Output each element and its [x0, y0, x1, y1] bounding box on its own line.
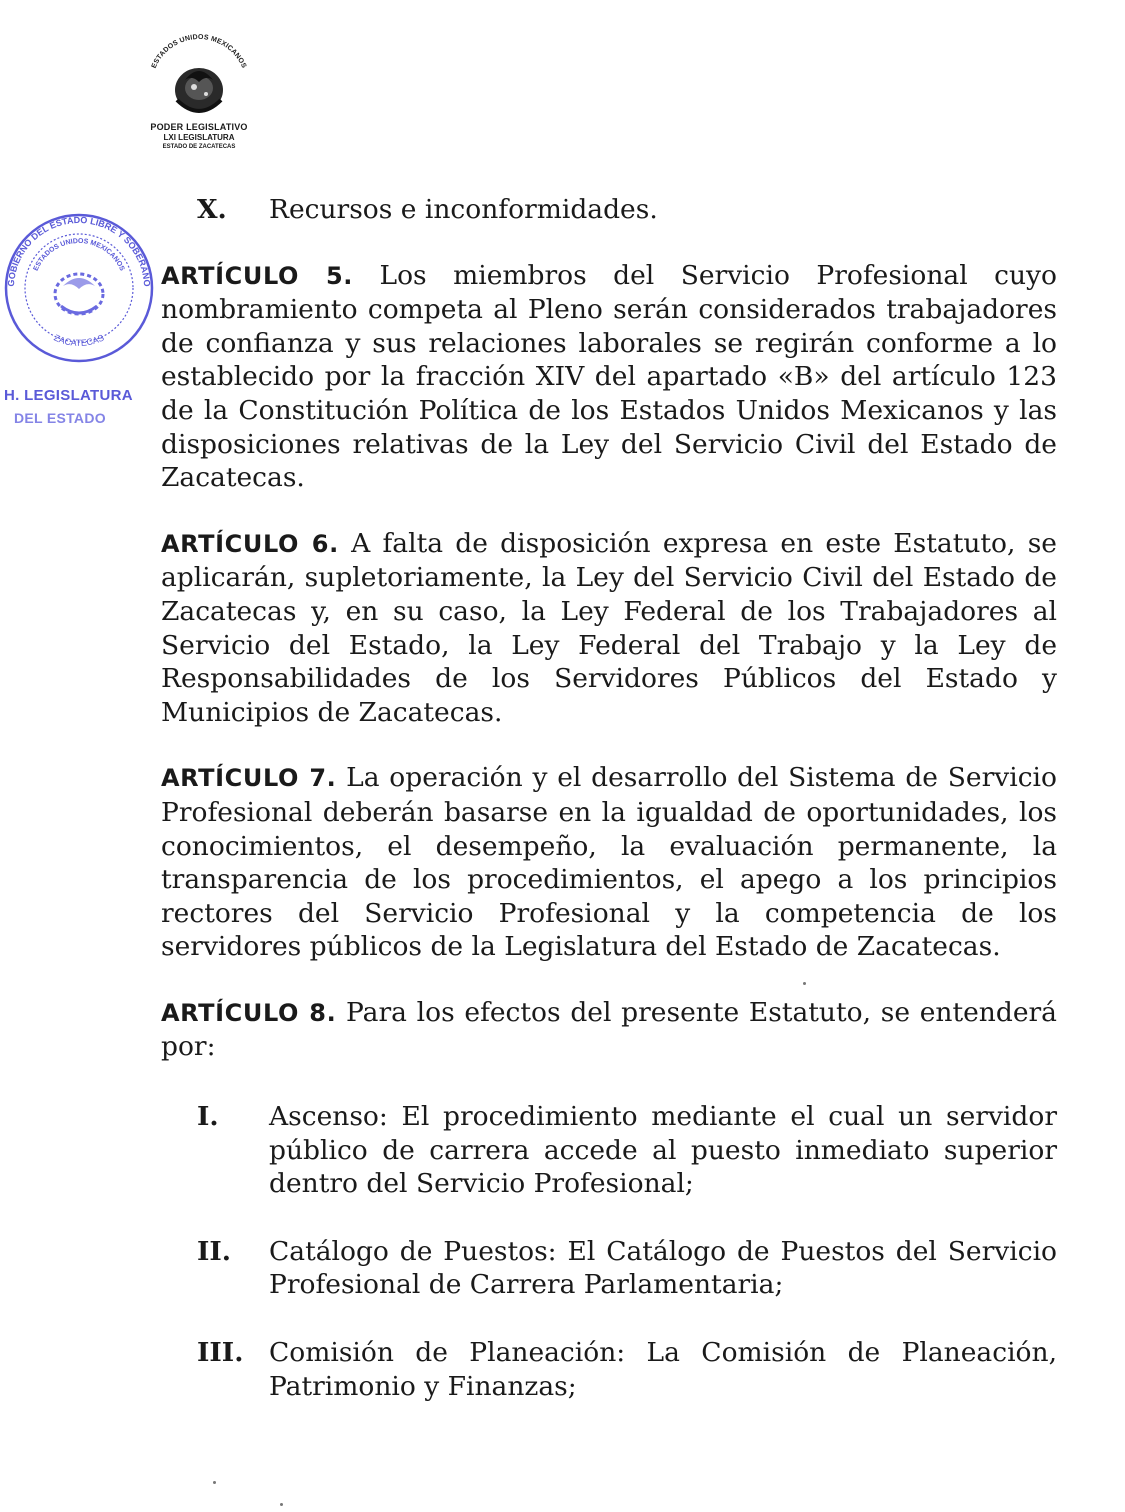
- article-body: A falta de disposición expresa en este Estatuto, se aplicarán, supletoriamente, la Ley del Servicio Civil del Estado de Zacatecas y, en su caso, la Ley Federal de los Trabajadores al Servicio del Estado, la Ley Federal del Trabajo y la Ley de Responsabilidades de los Servidores Públicos del Estado y Municipios de Zacatecas.: [161, 527, 1057, 728]
- emblem-line-2: LXI LEGISLATURA: [163, 133, 235, 142]
- article-heading: ARTÍCULO 7.: [161, 764, 337, 793]
- emblem-line-3: ESTADO DE ZACATECAS: [162, 144, 236, 150]
- definition-text: Catálogo de Puestos: El Catálogo de Puestos del Servicio Profesional de Carrera Parlamentaria;: [269, 1235, 1057, 1301]
- article-8: [161, 996, 1057, 1064]
- stamp-line-2: DEL ESTADO: [14, 410, 106, 426]
- definition-item: [161, 1336, 1057, 1403]
- fraction-number: X.: [197, 194, 227, 225]
- article-7: [161, 761, 1057, 964]
- svg-text:ESTADOS UNIDOS MEXICANOS: [151, 34, 248, 70]
- document-body: [161, 193, 1057, 1403]
- official-stamp: [4, 196, 154, 446]
- emblem-ring-text: ESTADOS UNIDOS MEXICANOS: [150, 33, 248, 70]
- scan-speck: [280, 1503, 283, 1506]
- svg-text:ZACATECAS: [52, 332, 105, 348]
- scan-speck: [803, 982, 806, 985]
- definition-number: III.: [197, 1337, 244, 1369]
- stamp-seal-icon: [4, 196, 154, 381]
- definition-item: [161, 1235, 1057, 1302]
- definition-item: [161, 1100, 1057, 1201]
- legislature-emblem: [140, 30, 258, 151]
- coat-of-arms-icon: [144, 30, 254, 122]
- article-heading: ARTÍCULO 6.: [161, 529, 339, 558]
- article-body: Para los efectos del presente Estatuto, se entenderá por:: [161, 996, 1057, 1063]
- article-body: Los miembros del Servicio Profesional cuyo nombramiento competa al Pleno serán considerados trabajadores de confianza y sus relaciones laborales se regirán conforme a lo establecido por la fracción XIV del apartado «B» del artículo 123 de la Constitución Política de los Estados Unidos Mexicanos y las disposiciones relativas de la Ley del Servicio Civil del Estado de Zacatecas.: [161, 259, 1057, 494]
- article-5: [161, 259, 1057, 495]
- article-heading: ARTÍCULO 5.: [161, 261, 354, 290]
- article-heading: ARTÍCULO 8.: [161, 998, 337, 1027]
- stamp-line-1: H. LEGISLATURA: [4, 387, 133, 404]
- stamp-bottom-text: ZACATECAS: [52, 332, 106, 348]
- list-item-fraction-x: [161, 193, 1057, 227]
- definition-number: II.: [197, 1235, 232, 1267]
- emblem-line-1: PODER LEGISLATIVO: [150, 122, 248, 132]
- stamp-inner-text: ESTADOS UNIDOS MEXICANOS: [32, 237, 126, 273]
- definition-text: Comisión de Planeación: La Comisión de Planeación, Patrimonio y Finanzas;: [269, 1337, 1057, 1402]
- svg-text:GOBIERNO DEL ESTADO LIBRE Y SO: [6, 215, 152, 287]
- article-body: La operación y el desarrollo del Sistema de Servicio Profesional deberán basarse en la igualdad de oportunidades, los conocimientos, el desempeño, la evaluación permanente, la transparencia de los procedimientos, el apego a los principios rectores del Servicio Profesional y la competencia de los servidores públicos de la Legislatura del Estado de Zacatecas.: [161, 762, 1057, 963]
- scan-speck: [213, 1481, 216, 1484]
- definition-text: Ascenso: El procedimiento mediante el cual un servidor público de carrera accede al puesto inmediato superior dentro del Servicio Profesional;: [269, 1101, 1057, 1200]
- stamp-ring-text: GOBIERNO DEL ESTADO LIBRE Y SOBERANO: [5, 214, 153, 287]
- svg-text:ESTADOS UNIDOS MEXICANOS: [33, 238, 126, 273]
- article-6: [161, 527, 1057, 730]
- fraction-text: Recursos e inconformidades.: [269, 194, 658, 225]
- definition-number: I.: [197, 1101, 219, 1133]
